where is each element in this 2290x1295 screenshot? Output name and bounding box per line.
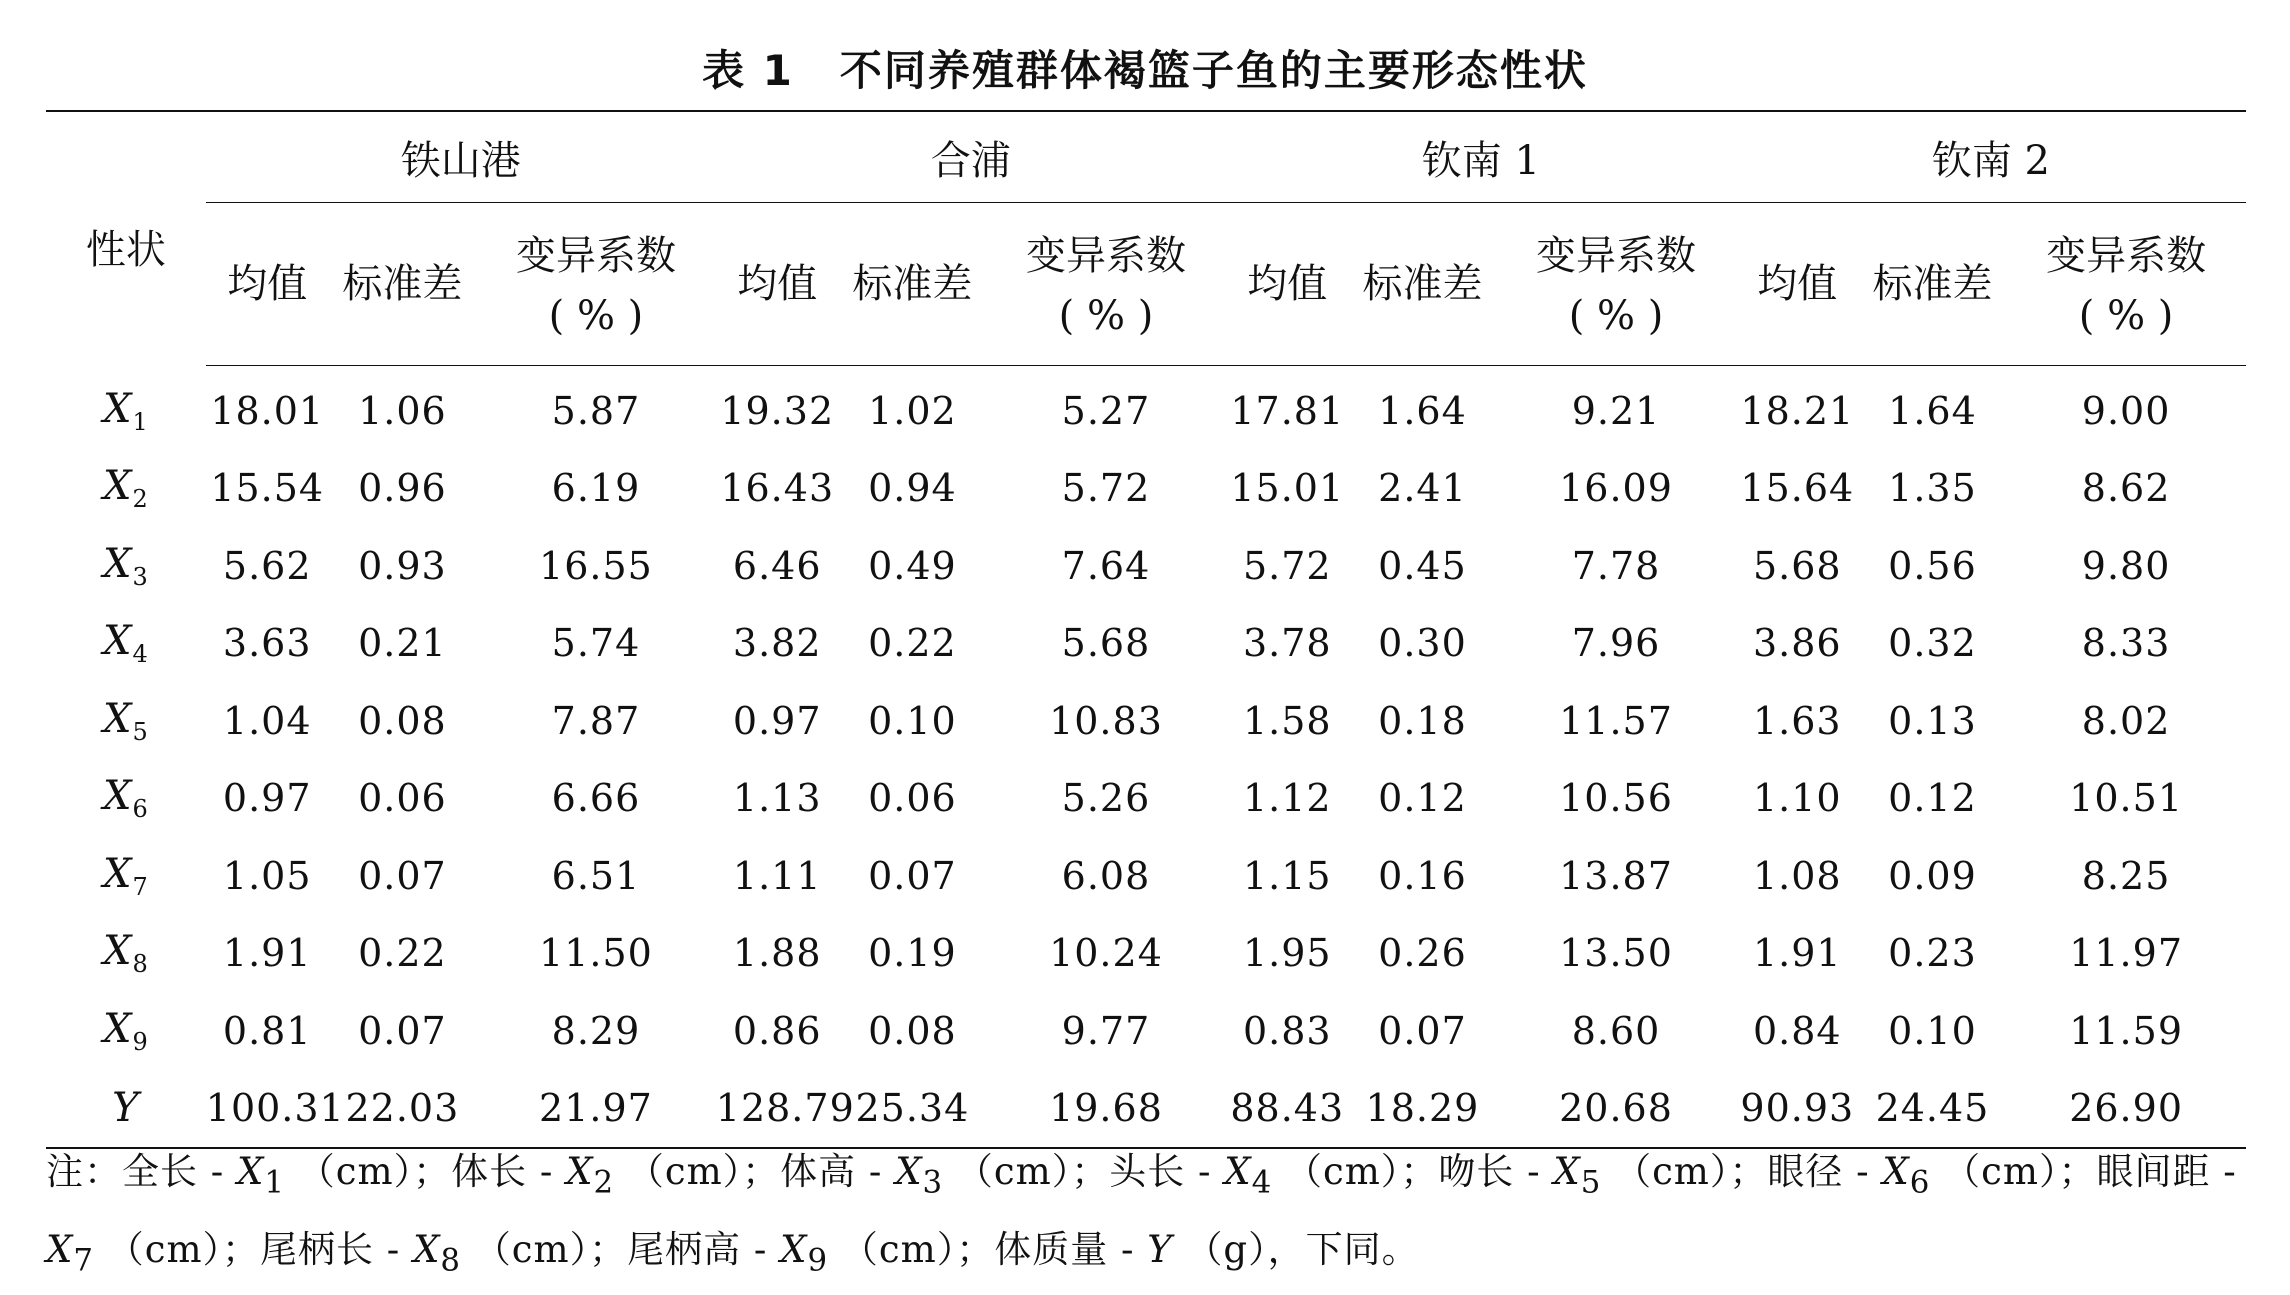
cv-header-line1: 变异系数 xyxy=(515,233,676,279)
sd-cell: 0.08 xyxy=(868,1008,957,1053)
table-note: 注：全长 - $X_1$ （cm）；体长 - $X_2$ （cm）；体高 - $X_3$ （cm）；头长 - $X_4$ （cm）；吻长 - $X_5$ （cm）；眼径 - $X_6$ （cm）；眼间距 - $X_7$ （cm）；尾柄长 - $X_8$ （cm）；尾柄高 - $X_9$ （cm）；体质量 - Y （g），下同。 xyxy=(46,1150,2237,1279)
cv-cell: 21.97 xyxy=(476,1070,716,1149)
note-subscript: 4 xyxy=(1251,1164,1273,1201)
mean-cell: 3.86 xyxy=(1752,621,1842,666)
cv-cell: 16.55 xyxy=(539,543,653,588)
mean-header: 均值 xyxy=(1226,203,1349,366)
note-subscript: 2 xyxy=(593,1164,615,1201)
sd-cell: 0.07 xyxy=(1378,1008,1467,1053)
sd-header: 标准差 xyxy=(839,203,986,366)
mean-cell: 5.72 xyxy=(1242,543,1332,588)
mean-cell: 1.11 xyxy=(732,853,822,898)
group-header: 钦南 2 xyxy=(1736,111,2246,203)
trait-variable: X xyxy=(103,850,133,897)
note-term: 吻长 xyxy=(1438,1150,1515,1193)
mean-cell: 15.01 xyxy=(1230,466,1345,511)
sd-cell: 1.02 xyxy=(868,388,957,433)
mean-cell: 6.46 xyxy=(732,543,822,588)
note-variable: X xyxy=(46,1228,74,1272)
note-subscript: 9 xyxy=(807,1242,829,1279)
note-unit: （cm） xyxy=(626,1150,743,1193)
sd-cell: 0.23 xyxy=(1888,931,1977,976)
table-row xyxy=(46,366,2246,450)
trait-label xyxy=(46,1070,206,1149)
sd-cell: 0.49 xyxy=(868,543,957,588)
sd-cell: 25.34 xyxy=(839,1070,986,1149)
cv-cell: 5.27 xyxy=(1061,388,1151,433)
mean-cell: 0.81 xyxy=(222,1008,312,1053)
mean-cell: 1.05 xyxy=(222,853,312,898)
note-variable: X xyxy=(566,1150,594,1193)
trait-subscript: 4 xyxy=(132,640,149,669)
mean-cell: 1.58 xyxy=(1242,698,1332,743)
cv-cell: 9.21 xyxy=(1571,388,1661,433)
table-row xyxy=(46,682,2246,760)
sd-cell: 0.10 xyxy=(1888,1008,1977,1053)
sd-cell: 0.22 xyxy=(358,931,447,976)
mean-cell: 1.08 xyxy=(1752,853,1842,898)
mean-header: 均值 xyxy=(206,203,329,366)
sd-cell: 0.07 xyxy=(868,853,957,898)
sd-cell: 0.07 xyxy=(358,1008,447,1053)
cv-cell: 8.62 xyxy=(2081,466,2171,511)
mean-cell: 1.91 xyxy=(1752,931,1842,976)
cv-header-line1: 变异系数 xyxy=(1025,233,1186,279)
mean-cell: 3.78 xyxy=(1242,621,1332,666)
trait-subscript: 5 xyxy=(132,717,149,746)
sd-cell: 0.09 xyxy=(1888,853,1977,898)
cv-header-line2: ( % ) xyxy=(1568,293,1664,339)
mean-cell: 128.79 xyxy=(716,1070,839,1149)
mean-cell: 0.97 xyxy=(732,698,822,743)
trait-label xyxy=(46,682,206,760)
trait-label xyxy=(46,527,206,605)
note-term: 体长 xyxy=(451,1150,528,1193)
table-row xyxy=(46,837,2246,915)
sd-cell: 0.06 xyxy=(868,776,957,821)
table-row xyxy=(46,450,2246,528)
mean-cell: 1.91 xyxy=(222,931,312,976)
mean-cell: 0.84 xyxy=(1752,1008,1842,1053)
trait-subscript: 3 xyxy=(132,562,149,591)
note-variable: X xyxy=(1553,1150,1581,1193)
mean-cell: 1.13 xyxy=(732,776,822,821)
cv-cell: 5.26 xyxy=(1061,776,1151,821)
sd-cell: 0.96 xyxy=(358,466,447,511)
sd-header: 标准差 xyxy=(1859,203,2006,366)
sd-cell: 0.26 xyxy=(1378,931,1467,976)
note-term: 尾柄高 xyxy=(627,1228,742,1272)
sd-cell: 1.64 xyxy=(1378,388,1467,433)
note-variable: X xyxy=(1882,1150,1910,1193)
cv-header xyxy=(476,203,716,366)
cv-cell: 11.57 xyxy=(1559,698,1673,743)
trait-header: 性状 xyxy=(46,111,206,366)
trait-label xyxy=(46,992,206,1070)
table-caption: 不同养殖群体褐篮子鱼的主要形态性状 xyxy=(839,46,1588,95)
morphology-table xyxy=(46,110,2246,1149)
trait-variable: X xyxy=(103,540,133,587)
sd-cell: 0.12 xyxy=(1888,776,1977,821)
trait-label xyxy=(46,837,206,915)
sub-header-row xyxy=(46,203,2246,366)
table-title xyxy=(0,38,2290,98)
sd-cell: 0.93 xyxy=(358,543,447,588)
note-variable: X xyxy=(1224,1150,1252,1193)
sd-cell: 1.06 xyxy=(358,388,447,433)
mean-cell: 1.95 xyxy=(1242,931,1332,976)
note-subscript: 7 xyxy=(73,1242,94,1279)
cv-cell: 7.78 xyxy=(1571,543,1661,588)
note-subscript: 1 xyxy=(264,1164,285,1201)
table-row xyxy=(46,605,2246,683)
note-subscript: 3 xyxy=(922,1164,944,1201)
cv-header-line1: 变异系数 xyxy=(1536,233,1697,279)
cv-cell: 10.24 xyxy=(1049,931,1163,976)
cv-cell: 7.64 xyxy=(1061,543,1151,588)
cv-header-line2: ( % ) xyxy=(1058,293,1154,339)
sd-cell: 0.32 xyxy=(1888,621,1977,666)
note-unit: （cm） xyxy=(955,1150,1072,1193)
note-prefix: 注： xyxy=(46,1150,122,1193)
cv-header-line2: ( % ) xyxy=(2078,293,2174,339)
mean-cell: 19.32 xyxy=(720,388,835,433)
cv-cell: 11.97 xyxy=(2069,931,2183,976)
cv-cell: 9.80 xyxy=(2081,543,2171,588)
mean-cell: 3.63 xyxy=(222,621,312,666)
sd-cell: 0.10 xyxy=(868,698,957,743)
cv-cell: 16.09 xyxy=(1559,466,1673,511)
table-row xyxy=(46,992,2246,1070)
cv-cell: 5.87 xyxy=(551,388,641,433)
sd-cell: 0.16 xyxy=(1378,853,1467,898)
mean-cell: 1.10 xyxy=(1752,776,1842,821)
note-unit: （cm） xyxy=(297,1150,414,1193)
trait-subscript: 6 xyxy=(132,795,149,824)
sd-cell: 2.41 xyxy=(1378,466,1467,511)
cv-cell: 7.96 xyxy=(1571,621,1661,666)
sd-cell: 0.56 xyxy=(1888,543,1977,588)
cv-cell: 13.50 xyxy=(1559,931,1673,976)
note-variable: X xyxy=(237,1150,265,1193)
note-term: 体高 xyxy=(780,1150,857,1193)
note-variable: X xyxy=(413,1228,441,1272)
note-term: 眼径 xyxy=(1767,1150,1844,1193)
sd-cell: 18.29 xyxy=(1349,1070,1496,1149)
cv-cell: 26.90 xyxy=(2006,1070,2246,1149)
sd-cell: 0.30 xyxy=(1378,621,1467,666)
sd-cell: 0.22 xyxy=(868,621,957,666)
cv-cell: 19.68 xyxy=(986,1070,1226,1149)
table-row xyxy=(46,760,2246,838)
cv-cell: 13.87 xyxy=(1559,853,1673,898)
sd-cell: 0.21 xyxy=(358,621,447,666)
cv-header-line2: ( % ) xyxy=(548,293,644,339)
note-suffix: ，下同。 xyxy=(1267,1228,1420,1272)
note-unit: （cm） xyxy=(106,1228,223,1272)
table-row xyxy=(46,915,2246,993)
note-unit: （cm） xyxy=(840,1228,957,1272)
sd-header: 标准差 xyxy=(329,203,476,366)
sd-cell: 0.19 xyxy=(868,931,957,976)
note-term: 体质量 xyxy=(994,1228,1109,1272)
trait-subscript: 2 xyxy=(132,485,149,514)
group-header: 合浦 xyxy=(716,111,1226,203)
note-variable: X xyxy=(895,1150,923,1193)
note-term: 眼间距 xyxy=(2096,1150,2211,1193)
note-variable: Y xyxy=(1147,1228,1173,1272)
sd-cell: 24.45 xyxy=(1859,1070,2006,1149)
mean-cell: 17.81 xyxy=(1230,388,1345,433)
mean-cell: 88.43 xyxy=(1226,1070,1349,1149)
note-term: 头长 xyxy=(1109,1150,1186,1193)
cv-cell: 10.56 xyxy=(1559,776,1673,821)
note-variable: X xyxy=(780,1228,808,1272)
trait-label xyxy=(46,915,206,993)
trait-variable: X xyxy=(103,618,133,665)
trait-variable: X xyxy=(103,773,133,820)
cv-cell: 9.77 xyxy=(1061,1008,1151,1053)
note-subscript: 6 xyxy=(1909,1164,1931,1201)
cv-header xyxy=(1496,203,1736,366)
cv-header-line1: 变异系数 xyxy=(2046,233,2207,279)
trait-label xyxy=(46,366,206,450)
cv-cell: 11.50 xyxy=(539,931,653,976)
cv-cell: 6.08 xyxy=(1061,853,1151,898)
mean-cell: 3.82 xyxy=(732,621,822,666)
sd-cell: 0.08 xyxy=(358,698,447,743)
trait-variable: X xyxy=(103,695,133,742)
cv-cell: 6.51 xyxy=(551,853,641,898)
sd-cell: 0.18 xyxy=(1378,698,1467,743)
cv-cell: 11.59 xyxy=(2069,1008,2183,1053)
mean-cell: 0.83 xyxy=(1242,1008,1332,1053)
note-term: 尾柄长 xyxy=(260,1228,375,1272)
mean-cell: 15.54 xyxy=(210,466,325,511)
mean-cell: 1.63 xyxy=(1752,698,1842,743)
sd-cell: 0.13 xyxy=(1888,698,1977,743)
note-unit: （g） xyxy=(1185,1228,1268,1272)
mean-cell: 90.93 xyxy=(1736,1070,1859,1149)
note-unit: （cm） xyxy=(1614,1150,1730,1193)
sd-cell: 0.45 xyxy=(1378,543,1467,588)
mean-cell: 1.88 xyxy=(732,931,822,976)
group-header: 钦南 1 xyxy=(1226,111,1736,203)
trait-subscript: 1 xyxy=(132,407,149,436)
mean-cell: 5.62 xyxy=(222,543,312,588)
cv-cell: 6.19 xyxy=(551,466,641,511)
sd-cell: 0.94 xyxy=(868,466,957,511)
cv-cell: 10.83 xyxy=(1049,698,1163,743)
trait-label xyxy=(46,450,206,528)
trait-variable: X xyxy=(103,463,133,510)
note-unit: （cm） xyxy=(1285,1150,1401,1193)
group-header: 铁山港 xyxy=(206,111,716,203)
trait-subscript: 8 xyxy=(132,950,149,979)
mean-cell: 0.97 xyxy=(222,776,312,821)
sd-cell: 0.06 xyxy=(358,776,447,821)
mean-cell: 1.04 xyxy=(222,698,312,743)
trait-subscript: 7 xyxy=(132,872,149,901)
sd-cell: 1.64 xyxy=(1888,388,1977,433)
cv-cell: 20.68 xyxy=(1496,1070,1736,1149)
sd-header: 标准差 xyxy=(1349,203,1496,366)
mean-cell: 1.15 xyxy=(1242,853,1332,898)
note-subscript: 5 xyxy=(1580,1164,1602,1201)
sd-cell: 0.07 xyxy=(358,853,447,898)
trait-variable: X xyxy=(103,928,133,975)
cv-header xyxy=(986,203,1226,366)
cv-cell: 8.60 xyxy=(1571,1008,1661,1053)
mean-cell: 15.64 xyxy=(1740,466,1855,511)
mean-cell: 5.68 xyxy=(1752,543,1842,588)
cv-cell: 8.02 xyxy=(2081,698,2171,743)
mean-cell: 16.43 xyxy=(720,466,835,511)
cv-cell: 6.66 xyxy=(551,776,641,821)
cv-cell: 5.74 xyxy=(551,621,641,666)
mean-header: 均值 xyxy=(716,203,839,366)
mean-cell: 1.12 xyxy=(1242,776,1332,821)
sd-cell: 22.03 xyxy=(329,1070,476,1149)
cv-cell: 8.29 xyxy=(551,1008,641,1053)
cv-header xyxy=(2006,203,2246,366)
cv-cell: 10.51 xyxy=(2069,776,2183,821)
table-body xyxy=(46,366,2246,1149)
mean-cell: 18.01 xyxy=(210,388,325,433)
note-subscript: 8 xyxy=(440,1242,462,1279)
cv-cell: 8.33 xyxy=(2081,621,2171,666)
sd-cell: 0.12 xyxy=(1378,776,1467,821)
note-unit: （cm） xyxy=(1943,1150,2059,1193)
table-number: 表 1 xyxy=(702,46,794,95)
cv-cell: 5.72 xyxy=(1061,466,1151,511)
mean-header: 均值 xyxy=(1736,203,1859,366)
cv-cell: 9.00 xyxy=(2081,388,2171,433)
trait-label xyxy=(46,760,206,838)
table-row xyxy=(46,1070,2246,1149)
trait-variable: Y xyxy=(112,1085,140,1132)
cv-cell: 7.87 xyxy=(551,698,641,743)
mean-cell: 0.86 xyxy=(732,1008,822,1053)
note-unit: （cm） xyxy=(473,1228,590,1272)
sd-cell: 1.35 xyxy=(1888,466,1977,511)
trait-subscript: 9 xyxy=(132,1027,149,1056)
cv-cell: 5.68 xyxy=(1061,621,1151,666)
note-term: 全长 xyxy=(122,1150,198,1193)
table-row xyxy=(46,527,2246,605)
mean-cell: 100.31 xyxy=(206,1070,329,1149)
mean-cell: 18.21 xyxy=(1740,388,1855,433)
trait-variable: X xyxy=(103,1005,133,1052)
trait-label xyxy=(46,605,206,683)
trait-variable: X xyxy=(103,385,133,432)
cv-cell: 8.25 xyxy=(2081,853,2171,898)
